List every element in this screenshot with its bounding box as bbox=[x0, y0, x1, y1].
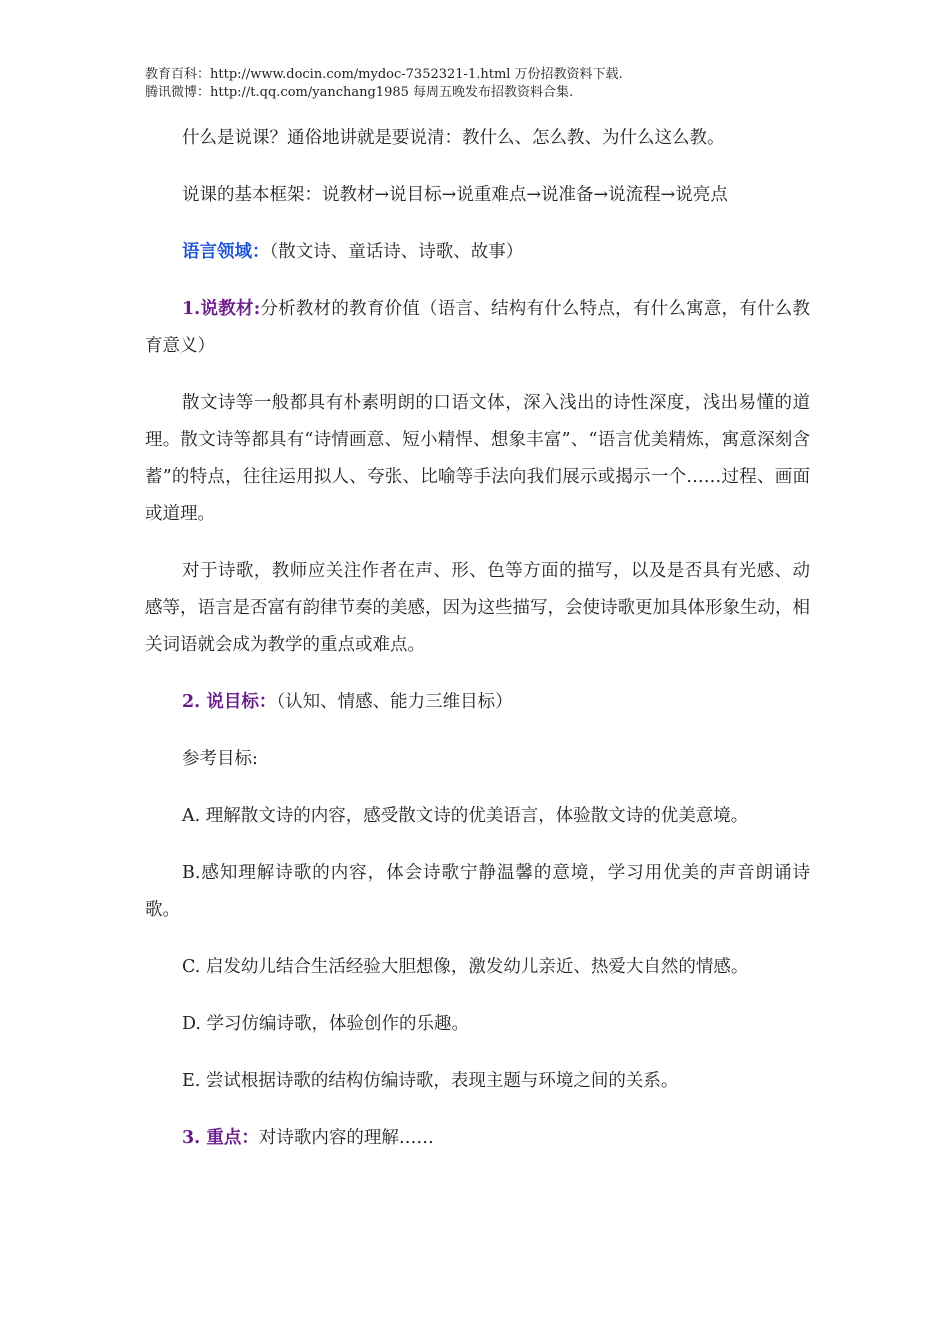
section3-label: 3. 重点： bbox=[182, 1128, 259, 1148]
goal-item-d: D. 学习仿编诗歌，体验创作的乐趣。 bbox=[182, 1014, 470, 1034]
document-body bbox=[145, 120, 810, 1177]
section1-label: 1.说教材: bbox=[182, 299, 261, 319]
goal-item-e: E. 尝试根据诗歌的结构仿编诗歌，表现主题与环境之间的关系。 bbox=[182, 1071, 679, 1091]
section2-reference-title: 参考目标: bbox=[182, 749, 258, 769]
language-domain-heading bbox=[145, 234, 810, 271]
section3-text: 对诗歌内容的理解…… bbox=[258, 1128, 434, 1148]
section2-label: 2. 说目标： bbox=[182, 692, 277, 712]
header-line-docin: 教育百科：http://www.docin.com/mydoc-7352321-1.html 万份招教资料下载. bbox=[145, 67, 623, 82]
goal-item-a: A. 理解散文诗的内容，感受散文诗的优美语言，体验散文诗的优美意境。 bbox=[182, 806, 749, 826]
intro-framework: 说课的基本框架：说教材→说目标→说重难点→说准备→说流程→说亮点 bbox=[182, 185, 728, 205]
language-domain-text: （散文诗、童话诗、诗歌、故事） bbox=[269, 242, 524, 262]
intro-what-is: 什么是说课？通俗地讲就是要说清：教什么、怎么教、为什么这么教。 bbox=[182, 128, 725, 148]
goal-item-c: C. 启发幼儿结合生活经验大胆想像，激发幼儿亲近、热爱大自然的情感。 bbox=[182, 957, 749, 977]
section1-text: 分析教材的教育价值（语言、结构有什么特点，有什么寓意，有什么教育意义） bbox=[145, 299, 811, 356]
header-line-weibo: 腾讯微博：http://t.qq.com/yanchang1985 每周五晚发布招教资料合集. bbox=[145, 85, 574, 100]
section2-text: （认知、情感、能力三维目标） bbox=[276, 692, 513, 712]
language-domain-label: 语言领域： bbox=[182, 242, 270, 262]
section1-heading bbox=[145, 291, 810, 365]
section1-paragraph-prose-poem: 散文诗等一般都具有朴素明朗的口语文体，深入浅出的诗性深度，浅出易懂的道理。散文诗等都具有“诗情画意、短小精悍、想象丰富”、“语言优美精炼，寓意深刻含蓄”的特点，往往运用拟人、夸张、比喻等手法向我们展示或揭示一个……过程、画面或道理。 bbox=[145, 393, 810, 524]
section1-paragraph-poetry: 对于诗歌，教师应关注作者在声、形、色等方面的描写，以及是否具有光感、动感等，语言是否富有韵律节奏的美感，因为这些描写，会使诗歌更加具体形象生动，相关词语就会成为教学的重点或难点。 bbox=[145, 561, 810, 655]
goal-item-b: B.感知理解诗歌的内容，体会诗歌宁静温馨的意境，学习用优美的声音朗诵诗歌。 bbox=[145, 863, 810, 920]
section2-heading bbox=[145, 684, 810, 721]
section3-heading bbox=[145, 1120, 810, 1157]
page-header bbox=[145, 66, 845, 102]
